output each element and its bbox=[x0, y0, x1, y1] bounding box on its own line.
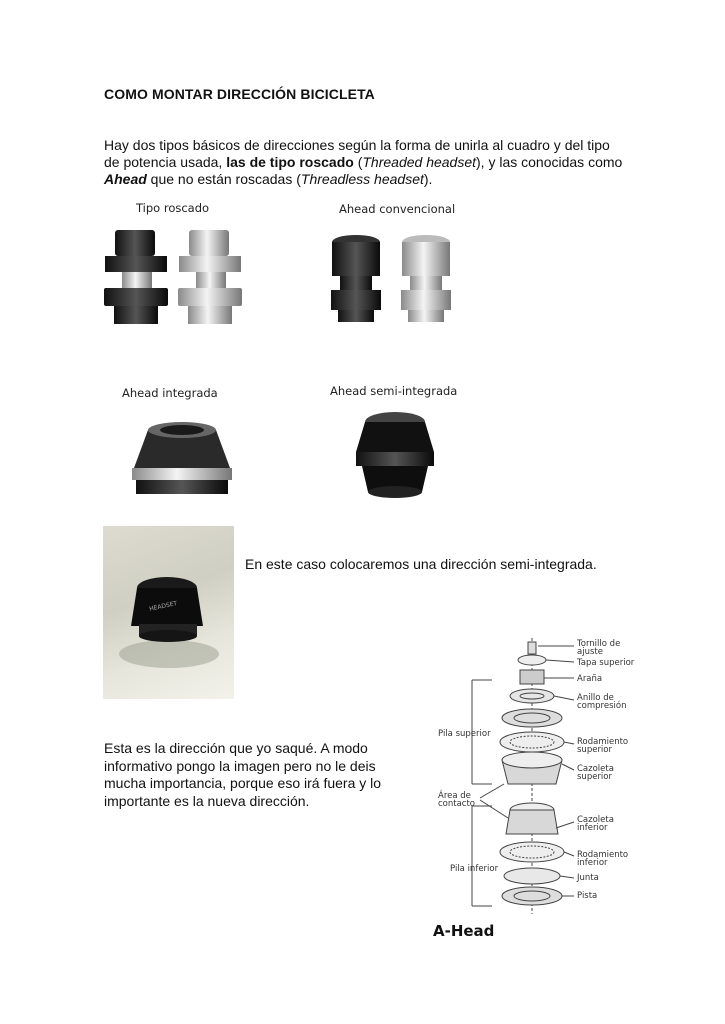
label-anillo-1: Anillo de bbox=[577, 693, 614, 703]
label-caz-inf-1: Cazoleta bbox=[577, 815, 614, 825]
label-rod-inf-2: inferior bbox=[577, 858, 608, 868]
label-tornillo-1: Tornillo de bbox=[577, 639, 621, 649]
page-title: COMO MONTAR DIRECCIÓN BICICLETA bbox=[104, 86, 375, 102]
label-rod-sup-2: superior bbox=[577, 745, 612, 755]
removed-headset-photo bbox=[103, 526, 234, 699]
label-caz-inf-2: inferior bbox=[577, 823, 608, 833]
label-pista: Pista bbox=[577, 891, 598, 901]
intro-paragraph bbox=[104, 137, 624, 188]
caption-threaded: Tipo roscado bbox=[136, 201, 210, 215]
label-caz-sup-2: superior bbox=[577, 772, 612, 782]
label-anillo-2: compresión bbox=[577, 701, 627, 711]
svg-text:HEADSET: HEADSET bbox=[148, 600, 178, 613]
intro-text: ), y las conocidas como bbox=[476, 154, 623, 170]
intro-text: que no están roscadas ( bbox=[146, 171, 301, 187]
label-area-1: Área de bbox=[438, 791, 471, 801]
label-arana: Araña bbox=[577, 674, 603, 684]
label-caz-sup-1: Cazoleta bbox=[577, 764, 614, 774]
ahead-semi-image bbox=[352, 408, 438, 502]
removed-text: Esta es la dirección que yo saqué. A modo informativo pongo la imagen pero no le deis mucha importancia, porque eso irá fuera y lo importante es la nueva dirección. bbox=[104, 740, 382, 809]
threaded-headset-image bbox=[100, 222, 250, 332]
threaded-term-en: Threaded headset bbox=[362, 154, 477, 170]
ahead-integrated-image bbox=[126, 418, 238, 500]
intro-text: ( bbox=[353, 154, 363, 170]
caption-ahead-semi: Ahead semi-integrada bbox=[330, 384, 458, 398]
ahead-conventional-image bbox=[326, 230, 466, 328]
label-tapa: Tapa superior bbox=[577, 658, 635, 668]
label-rod-inf-1: Rodamiento bbox=[577, 850, 629, 860]
ahead-exploded-diagram bbox=[432, 634, 642, 934]
caption-ahead-conventional: Ahead convencional bbox=[339, 202, 456, 216]
label-pila-inf: Pila inferior bbox=[450, 864, 499, 874]
label-rod-sup-1: Rodamiento bbox=[577, 737, 629, 747]
label-junta: Junta bbox=[577, 873, 599, 883]
threaded-term: las de tipo roscado bbox=[226, 154, 354, 170]
label-pila-sup: Pila superior bbox=[438, 729, 491, 739]
diagram-caption: A-Head bbox=[433, 922, 495, 940]
case-text: En este caso colocaremos una dirección semi-integrada. bbox=[245, 556, 597, 572]
threadless-term-en: Threadless headset bbox=[300, 171, 424, 187]
caption-ahead-integrated: Ahead integrada bbox=[122, 386, 218, 400]
intro-text: Hay dos tipos básicos de direcciones según la forma de unirla al cuadro y del tipo de potencia usada, bbox=[104, 137, 610, 170]
label-area-2: contacto bbox=[438, 799, 476, 809]
ahead-term: Ahead bbox=[104, 171, 147, 187]
label-tornillo-2: ajuste bbox=[577, 647, 603, 657]
intro-text: ). bbox=[423, 171, 433, 187]
